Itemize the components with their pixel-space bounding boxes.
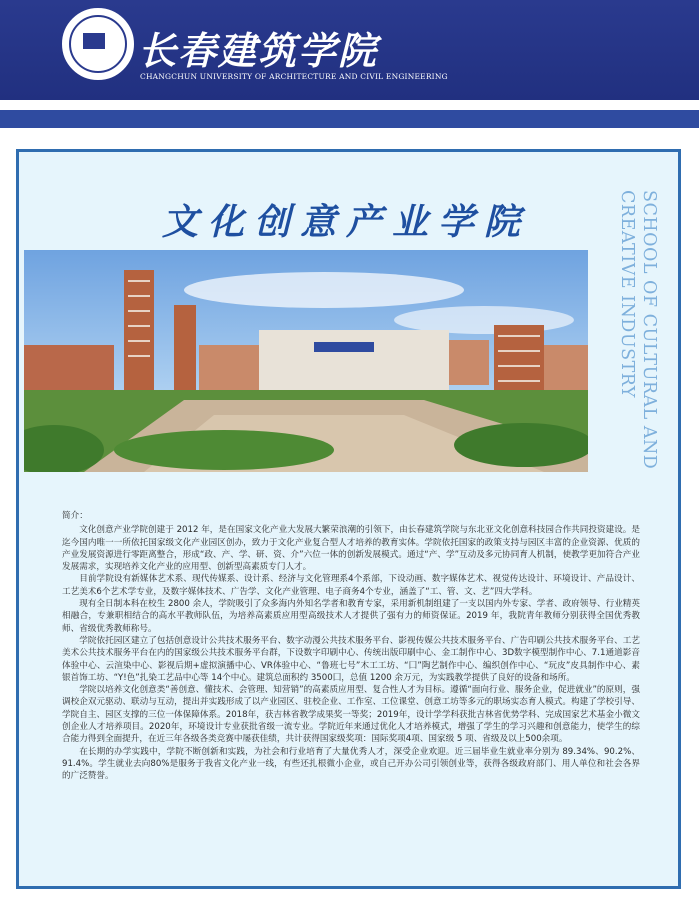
intro-paragraph-2: 目前学院设有新媒体艺术系、现代传媒系、设计系、经济与文化管理系4个系部，下设动画、数字媒体艺术、视觉传达设计、环境设计、产品设计、工艺美术6个艺术学专业，及数字媒体技术、广告学、文化产业管理、电子商务4个专业，涵盖了“工、管、文、艺”四大学科。 [62, 574, 640, 597]
campus-photo [24, 250, 588, 472]
introduction-section [62, 510, 640, 783]
intro-paragraph-4: 学院依托园区建立了包括创意设计公共技术服务平台、数字动漫公共技术服务平台、影视传媒公共技术服务平台、广告印刷公共技术服务平台、工艺美术公共技术服务平台在内的国家级公共技术服务平台群，下设数字印刷中心、传统出版印刷中心、金工制作中心、3D数字模型制作中心、7.1通道影音体验中心、云渲染中心、影视后期+虚拟演播中心、VR体验中心、“鲁班七号”木工工坊、“囗”陶艺制作中心、编织创作中心、“玩皮”皮具制作中心、素银首饰工坊、“Y!色”扎染工艺品中心等 14个中心。建筑总面积约 3500囗，总值 1200 余万元，为实践教学提供了良好的设备和场所。 [62, 635, 640, 683]
header-banner [0, 0, 699, 100]
page-title: 文化创意产业学院 [162, 201, 531, 243]
header-gap [0, 100, 699, 110]
university-seal-logo [62, 8, 134, 80]
university-name-cn: 长春建筑学院 [138, 28, 379, 73]
intro-paragraph-6: 在长期的办学实践中，学院不断创新和实践，为社会和行业培育了大量优秀人才，深受企业欢迎。近三届毕业生就业率分别为 89.34%、90.2%、91.4%。学生就业去向80%是服务于我省文化产业一线，有些还扎根微小企业，或自己开办公司引领创业等，获得各级政府部门、用人单位和社会各界的广泛赞誉。 [62, 746, 640, 782]
seal-building-icon [83, 33, 105, 49]
intro-heading: 简介： [62, 511, 88, 521]
intro-paragraph-5: 学院以培养文化创意类“善创意、懂技术、会管理、知营销”的高素质应用型、复合性人才为目标。遵循“面向行业、服务企业，促进就业”的原则，强调校企双元驱动、联动与互动，提出并实践形成了以产业园区、驻校企业、工作室、工位课堂、创意工坊等多元的职场实态育人模式。构建了学校引导、学院自主、园区支撑的三位一体保障体系。2018年，获吉林省教学成果奖一等奖；2019年，设计学学科获批吉林省优势学科、完成国家艺术基金小微文创企业人才培养项目。2020年，环境设计专业获批省级一流专业。学院近年来通过优化人才培养模式，增强了学生的学习兴趣和创意能力，使学生的综合能力得到全面提升，在近三年各级各类竞赛中屡获佳绩，共计获得国家级奖项：国际奖项4项、国家级 5 项、省级及以上500余项。 [62, 685, 640, 745]
university-name-en: CHANGCHUN UNIVERSITY OF ARCHITECTURE AND CIVIL ENGINEERING [140, 72, 448, 81]
campus-photo-illustration [24, 250, 588, 472]
intro-paragraph-3: 现有全日制本科在校生 2800 余人，学院吸引了众多海内外知名学者和教育专家，采用新机制组建了一支以国内外专家、学者、政府领导、行业精英相融合，专兼职相结合的高水平教师队伍，为培养高素质应用型高级技术人才提供了强有力的师资保证。2019 年，我院青年教师分别获得全国优秀教师、省级优秀教师称号。 [62, 599, 640, 634]
vertical-english-title: SCHOOL OF CULTURAL AND CREATIVE INDUSTRY [617, 190, 659, 470]
header-band [0, 110, 699, 128]
intro-paragraph-1: 文化创意产业学院创建于 2012 年，是在国家文化产业大发展大繁荣浪潮的引领下，由长春建筑学院与东北亚文化创意科技园合作共同投资建设。是迄今国内唯一一所依托国家级文化产业园区创办，致力于文化产业复合型人才培养的教育实体。学院依托国家的政策支持与园区丰富的企业资源、优质的产业发展资源进行零距离整合，形成“政、产、学、研、资、介”六位一体的创新发展模式。通过“产、学”互动及多元协同育人机制，使教学更加符合产业发展需求，实现培养文化产业的应用型、创新型高素质专门人才。 [62, 525, 640, 573]
